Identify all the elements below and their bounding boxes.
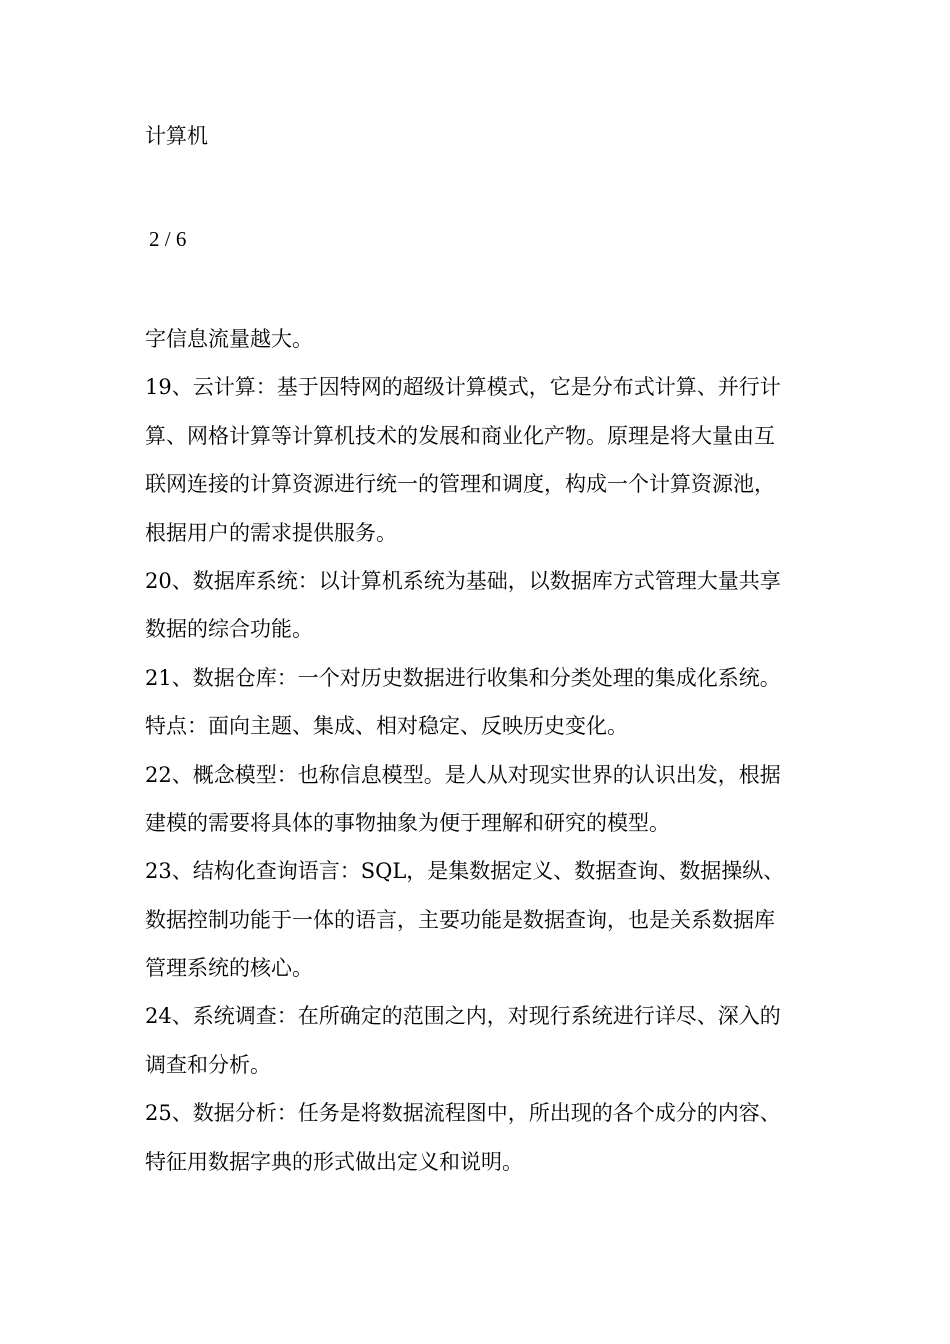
text-line: 字信息流量越大。 [145,327,313,351]
text-line: 23、结构化查询语言：SQL，是集数据定义、数据查询、数据操纵、 [145,859,785,884]
text-line: 数据的综合功能。 [145,617,313,642]
text-line: 22、概念模型：也称信息模型。是人从对现实世界的认识出发，根据 [145,762,781,787]
document-header-title: 计算机 [145,124,208,148]
text-line: 24、系统调查：在所确定的范围之内，对现行系统进行详尽、深入的 [145,1004,781,1029]
text-line: 20、数据库系统：以计算机系统为基础，以数据库方式管理大量共享 [145,568,781,593]
text-line: 25、数据分析：任务是将数据流程图中，所出现的各个成分的内容、 [145,1101,781,1126]
text-line: 根据用户的需求提供服务。 [145,520,397,545]
text-line: 调查和分析。 [145,1052,271,1077]
text-line: 21、数据仓库：一个对历史数据进行收集和分类处理的集成化系统。 [145,665,781,690]
text-line: 建模的需要将具体的事物抽象为便于理解和研究的模型。 [145,810,670,835]
page-number: 2 / 6 [149,227,187,251]
text-line: 数据控制功能于一体的语言，主要功能是数据查询，也是关系数据库 [145,907,775,932]
text-line: 特点：面向主题、集成、相对稳定、反映历史变化。 [145,714,628,739]
text-line: 19、云计算：基于因特网的超级计算模式，它是分布式计算、并行计 [145,375,781,400]
text-line: 联网连接的计算资源进行统一的管理和调度，构成一个计算资源池， [145,472,775,497]
text-line: 算、网格计算等计算机技术的发展和商业化产物。原理是将大量由互 [145,423,775,448]
text-line: 管理系统的核心。 [145,956,313,981]
document-body [145,315,810,1186]
text-line: 特征用数据字典的形式做出定义和说明。 [145,1149,523,1174]
